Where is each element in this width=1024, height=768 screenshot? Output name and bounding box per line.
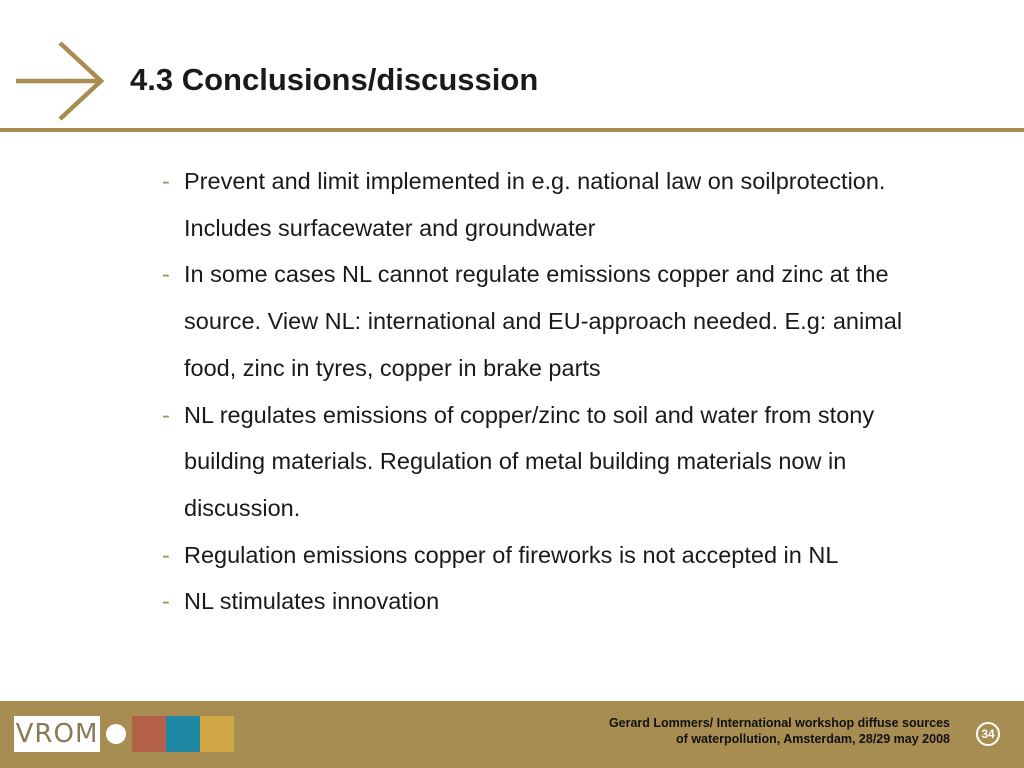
logo-text: VROM xyxy=(15,719,99,749)
color-square-blue xyxy=(166,716,200,752)
color-square-gold xyxy=(200,716,234,752)
bullet-dash: - xyxy=(162,541,170,568)
bullet-text: Regulation emissions copper of fireworks is not accepted in NL xyxy=(184,541,839,568)
bullet-item xyxy=(160,392,960,532)
bullet-list xyxy=(160,158,960,625)
bullet-text: NL regulates emissions of copper/zinc to soil and water from stony building materials. Regulation of metal building materials now in discussion. xyxy=(184,401,875,521)
credit-line-2: of waterpollution, Amsterdam, 28/29 may 2008 xyxy=(676,732,950,746)
vrom-logo xyxy=(14,716,100,752)
bullet-dash: - xyxy=(162,588,170,615)
credit-line-1: Gerard Lommers/ International workshop diffuse sources xyxy=(608,716,950,730)
bullet-dash: - xyxy=(162,401,170,428)
color-square-red xyxy=(132,716,166,752)
bullet-dash: - xyxy=(162,261,170,288)
presenter-credit xyxy=(609,715,950,747)
title-divider xyxy=(0,128,1024,132)
footer-bar xyxy=(0,701,1024,768)
slide-title: 4.3 Conclusions/discussion xyxy=(130,62,539,97)
bullet-text: Prevent and limit implemented in e.g. national law on soilprotection. Includes surfacewater and groundwater xyxy=(184,168,886,241)
page-number: 34 xyxy=(976,722,1000,746)
bullet-text: In some cases NL cannot regulate emissions copper and zinc at the source. View NL: international and EU-approach needed. E.g: animal food, zinc in tyres, copper in brake parts xyxy=(184,261,903,381)
logo-circle xyxy=(106,724,126,744)
bullet-item xyxy=(160,578,960,625)
bullet-item xyxy=(160,251,960,391)
bullet-dash: - xyxy=(162,168,170,194)
bullet-item xyxy=(160,532,960,579)
bullet-item xyxy=(160,158,960,251)
bullet-text: NL stimulates innovation xyxy=(184,588,440,615)
arrow-right-icon xyxy=(14,40,106,122)
